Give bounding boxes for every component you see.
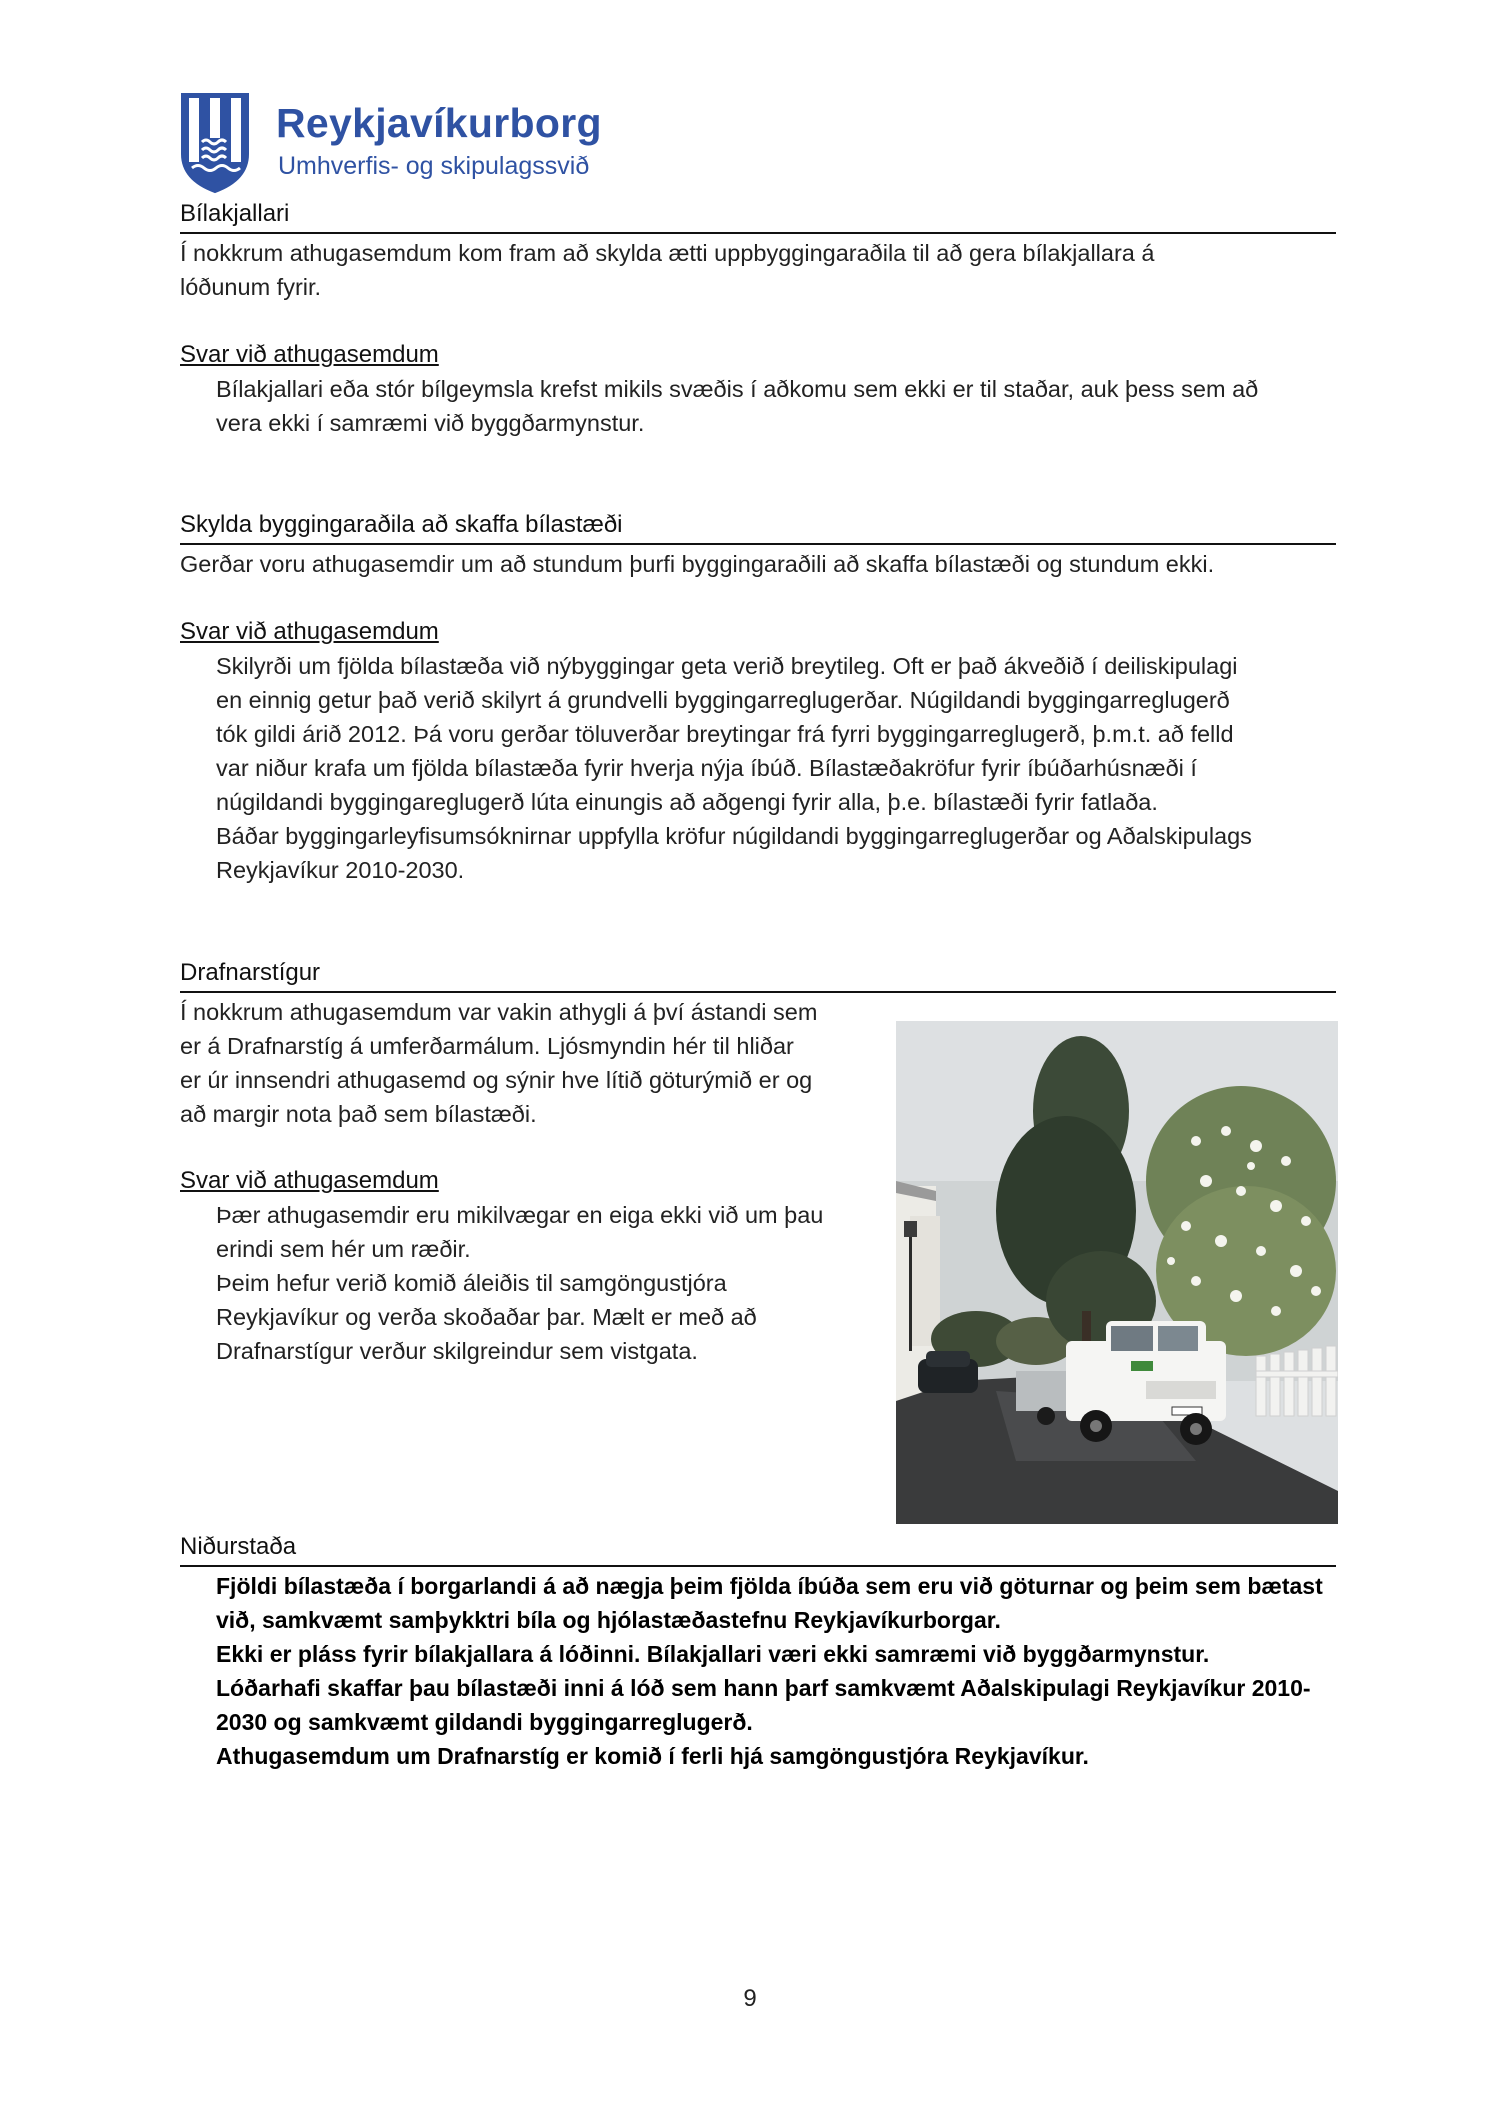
section3-body bbox=[180, 995, 817, 1131]
section3-reply bbox=[216, 1198, 823, 1368]
section-heading-skylda: Skylda byggingaraðila að skaffa bílastæði bbox=[180, 510, 1336, 545]
section-heading-nidurstada: Niðurstaða bbox=[180, 1532, 1336, 1567]
text-line: er á Drafnarstíg á umferðarmálum. Ljósmyndin hér til hliðar bbox=[180, 1033, 794, 1059]
org-name: Reykjavíkurborg bbox=[276, 100, 602, 146]
section4-body bbox=[216, 1569, 1323, 1773]
page-number: 9 bbox=[743, 1985, 757, 2012]
org-division: Umhverfis- og skipulagssvið bbox=[278, 152, 590, 180]
text-line: er úr innsendri athugasemd og sýnir hve lítið göturýmið er og bbox=[180, 1067, 813, 1093]
text-line: Lóðarhafi skaffar þau bílastæði inni á lóð sem hann þarf samkvæmt Aðalskipulagi Reykjavíkur 2010- bbox=[216, 1675, 1311, 1701]
text-line: Skilyrði um fjölda bílastæða við nýbyggingar geta verið breytileg. Oft er það ákveðið í deiliskipulagi bbox=[216, 653, 1238, 679]
text-line: Drafnarstígur verður skilgreindur sem vistgata. bbox=[216, 1338, 698, 1364]
section-heading-bilakjallari: Bílakjallari bbox=[180, 199, 1336, 234]
section1-reply bbox=[216, 372, 1258, 440]
text-line: Reykjavíkur 2010-2030. bbox=[216, 857, 465, 883]
text-line: Bílakjallari eða stór bílgeymsla krefst mikils svæðis í aðkomu sem ekki er til staðar, auk þess sem að bbox=[216, 376, 1259, 402]
text-line: en einnig getur það verið skilyrt á grundvelli byggingarreglugerðar. Núgildandi byggingarreglugerð bbox=[216, 687, 1230, 713]
text-line: Í nokkrum athugasemdum kom fram að skylda ætti uppbyggingaraðila til að gera bílakjallara á bbox=[180, 240, 1155, 266]
section2-reply bbox=[216, 649, 1252, 887]
section2-body bbox=[180, 547, 1214, 581]
header-logo bbox=[180, 92, 610, 194]
text-line: Í nokkrum athugasemdum var vakin athygli á því ástandi sem bbox=[180, 999, 818, 1025]
text-line: Báðar byggingarleyfisumsóknirnar uppfylla kröfur núgildandi byggingarreglugerðar og Aðalskipulags bbox=[216, 823, 1252, 849]
street-photo bbox=[896, 1021, 1338, 1524]
reply-heading: Svar við athugasemdum bbox=[180, 1167, 439, 1194]
reply-heading: Svar við athugasemdum bbox=[180, 341, 439, 368]
street-photo-illustration bbox=[896, 1021, 1338, 1524]
text-line: Ekki er pláss fyrir bílakjallara á lóðinni. Bílakjallari væri ekki samræmi við byggðarmynstur. bbox=[216, 1641, 1210, 1667]
text-line: lóðunum fyrir. bbox=[180, 274, 322, 300]
text-line: var niður krafa um fjölda bílastæða fyrir hverja nýja íbúð. Bílastæðakröfur fyrir íbúðarhúsnæði í bbox=[216, 755, 1197, 781]
text-line: Fjöldi bílastæða í borgarlandi á að nægja þeim fjölda íbúða sem eru við göturnar og þeim sem bætast bbox=[216, 1573, 1323, 1599]
text-line: Þeim hefur verið komið áleiðis til samgöngustjóra bbox=[216, 1270, 727, 1296]
text-line: tók gildi árið 2012. Þá voru gerðar töluverðar breytingar frá fyrri byggingarreglugerð, þ.m.t. að felld bbox=[216, 721, 1234, 747]
text-line: 2030 og samkvæmt gildandi byggingarreglugerð. bbox=[216, 1709, 753, 1735]
city-crest-icon bbox=[180, 92, 250, 194]
text-line: við, samkvæmt samþykktri bíla og hjólastæðastefnu Reykjavíkurborgar. bbox=[216, 1607, 1001, 1633]
text-line: erindi sem hér um ræðir. bbox=[216, 1236, 471, 1262]
text-line: Gerðar voru athugasemdir um að stundum þurfi byggingaraðili að skaffa bílastæði og stundum ekki. bbox=[180, 551, 1215, 577]
text-line: núgildandi byggingareglugerð lúta einungis að aðgengi fyrir alla, þ.e. bílastæði fyrir fatlaða. bbox=[216, 789, 1158, 815]
text-line: vera ekki í samræmi við byggðarmynstur. bbox=[216, 410, 645, 436]
text-line: að margir nota það sem bílastæði. bbox=[180, 1101, 537, 1127]
section1-body bbox=[180, 236, 1154, 304]
text-line: Reykjavíkur og verða skoðaðar þar. Mælt er með að bbox=[216, 1304, 757, 1330]
section-heading-drafnarstigur: Drafnarstígur bbox=[180, 958, 1336, 993]
text-line: Þær athugasemdir eru mikilvægar en eiga ekki við um þau bbox=[216, 1202, 824, 1228]
reply-heading: Svar við athugasemdum bbox=[180, 618, 439, 645]
text-line: Athugasemdum um Drafnarstíg er komið í ferli hjá samgöngustjóra Reykjavíkur. bbox=[216, 1743, 1089, 1769]
